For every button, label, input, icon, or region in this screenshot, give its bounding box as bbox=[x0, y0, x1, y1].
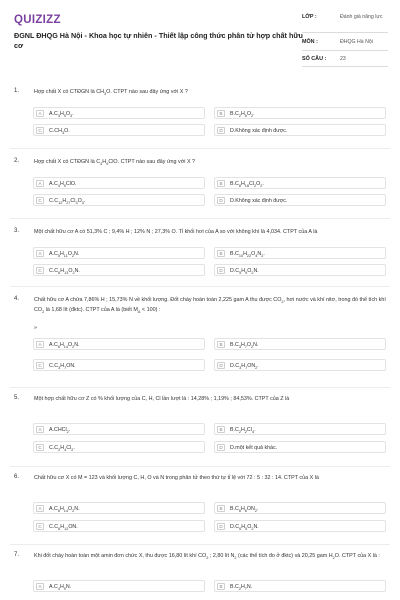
quizizz-logo: QUIZIZZ bbox=[14, 14, 61, 26]
option-text: $A.C_4H_9ClO$. bbox=[49, 180, 77, 188]
answer-option-c[interactable] bbox=[33, 359, 205, 371]
page-title: ĐGNL ĐHQG Hà Nội - Khoa học tự nhiên - Thiết lập công thức phân tử hợp chất hữu cơ bbox=[14, 31, 303, 50]
option-text: $C.C_{12}H_{27}Cl_3O_3$. bbox=[49, 197, 86, 205]
answer-option-a[interactable] bbox=[33, 247, 205, 259]
option-letter-box: B bbox=[217, 341, 225, 348]
question-text: Hợp chất X có CTĐGN là $C_4H_9ClO$. CTPT nào sau đây ứng với X ? bbox=[34, 159, 196, 167]
question-number: 7. bbox=[14, 552, 20, 558]
answer-option-b[interactable] bbox=[214, 247, 386, 259]
question-text: Một hợp chất hữu cơ Z có % khối lượng của C, H, Cl lần lượt là : 14,28% ; 1,19% ; 84,53%. CTPT của Z là bbox=[34, 396, 290, 402]
meta-count-row bbox=[302, 54, 388, 67]
option-letter-box: C bbox=[36, 197, 44, 204]
option-text: $A.C_6H_{14}O_2N$. bbox=[49, 341, 80, 349]
meta-class-row bbox=[302, 12, 388, 33]
question-number: 1. bbox=[14, 88, 20, 94]
worksheet-header bbox=[0, 0, 400, 78]
answer-option-d[interactable] bbox=[214, 124, 386, 136]
question-text: Hợp chất X có CTĐGN là $CH_3O$. CTPT nào sau đây ứng với X ? bbox=[34, 89, 188, 97]
answer-option-a[interactable] bbox=[33, 107, 205, 119]
answer-option-a[interactable] bbox=[33, 338, 205, 350]
question-divider bbox=[10, 286, 390, 287]
question-text: Chất hữu cơ A chứa 7,86% H ; 15,73% N về khối lượng. Đốt cháy hoàn toàn 2,225 gam A thu được $CO_2$, hơi nước và khí nitơ, trong đó thể tích khí $CO_2$ là 1,68 lít (đktc). CTPT của A là (biết $M_A < 100$) : » bbox=[34, 297, 386, 332]
option-text: A.CHCl$_2$. bbox=[49, 426, 71, 434]
option-letter-box: A bbox=[36, 180, 44, 187]
option-text: $A.C_6H_{14}O_2N$. bbox=[49, 505, 80, 513]
option-letter-box: A bbox=[36, 341, 44, 348]
option-letter-box: B bbox=[217, 583, 225, 590]
question-divider bbox=[10, 218, 390, 219]
meta-subject-row bbox=[302, 37, 388, 51]
meta-class-label: LỚP : bbox=[302, 14, 317, 20]
option-letter-box: A bbox=[36, 505, 44, 512]
option-text: $C.C_6H_{12}ON$. bbox=[49, 523, 78, 531]
question-text: Khi đốt cháy hoàn toàn một amin đơn chức X, thu được 16,80 lít khí $CO_2$ ; 2,80 lít $N_2$ (các thể tích đo ở đktc) và 20,25 gam $H_2O$. CTPT của X là : bbox=[34, 553, 380, 561]
option-text: $B.C_8H_{18}Cl_2O_2$. bbox=[230, 180, 264, 188]
option-text: $C.C_2H_4Cl_2$. bbox=[49, 444, 75, 452]
option-text: $B.C_2H_2Cl_4$. bbox=[230, 426, 256, 434]
answer-option-d[interactable] bbox=[214, 520, 386, 532]
option-text: $A.C_4H_9N$. bbox=[49, 583, 72, 591]
answer-option-b[interactable] bbox=[214, 177, 386, 189]
meta-count-label: SỐ CÂU : bbox=[302, 56, 327, 62]
answer-option-d[interactable] bbox=[214, 194, 386, 206]
option-letter-box: D bbox=[217, 127, 225, 134]
question-divider bbox=[10, 466, 390, 467]
option-text: $A.C_3H_9O_3$. bbox=[49, 110, 74, 118]
question-number: 2. bbox=[14, 158, 20, 164]
option-letter-box: C bbox=[36, 523, 44, 530]
option-text: $C.C_3H_7ON$. bbox=[49, 362, 76, 370]
option-text: $A.C_5H_{11}O_2N$. bbox=[49, 250, 80, 258]
option-letter-box: B bbox=[217, 110, 225, 117]
answer-option-a[interactable] bbox=[33, 580, 205, 592]
option-letter-box: C bbox=[36, 267, 44, 274]
option-text: $B.C_6H_6ON_2$. bbox=[230, 505, 259, 513]
answer-option-b[interactable] bbox=[214, 580, 386, 592]
option-letter-box: A bbox=[36, 250, 44, 257]
answer-option-b[interactable] bbox=[214, 338, 386, 350]
question-text: Chất hữu cơ X có M = 123 và khối lượng C, H, O và N trong phân tử theo thứ tự tỉ lệ với 72 : 5 : 32 : 14. CTPT của X là bbox=[34, 475, 319, 481]
option-text: $B.C_2H_6O_2$. bbox=[230, 110, 255, 118]
option-text: $D.C_5H_9O_2N$. bbox=[230, 267, 259, 275]
option-text: $C.C_6H_{13}O_2N$. bbox=[49, 267, 80, 275]
option-text: $D.C_6H_5O_2N$. bbox=[230, 523, 259, 531]
question-number: 4. bbox=[14, 296, 20, 302]
answer-option-c[interactable] bbox=[33, 441, 205, 453]
meta-subject-label: MÔN : bbox=[302, 39, 318, 45]
question-text: Một chất hữu cơ A có 51,3% C ; 9,4% H ; 12% N ; 27,3% O. Tỉ khối hơi của A so với không khí là 4,034. CTPT của A là bbox=[34, 229, 318, 235]
answer-option-c[interactable] bbox=[33, 520, 205, 532]
option-letter-box: B bbox=[217, 505, 225, 512]
option-letter-box: B bbox=[217, 426, 225, 433]
answer-option-b[interactable] bbox=[214, 502, 386, 514]
option-letter-box: A bbox=[36, 110, 44, 117]
option-text: $C.CH_3O$. bbox=[49, 127, 70, 135]
option-letter-box: D bbox=[217, 444, 225, 451]
option-letter-box: D bbox=[217, 523, 225, 530]
answer-option-d[interactable] bbox=[214, 441, 386, 453]
option-text: $B.C_3H_7O_2N$. bbox=[230, 341, 259, 349]
question-number: 6. bbox=[14, 474, 20, 480]
option-letter-box: A bbox=[36, 426, 44, 433]
meta-count-value: 23 bbox=[340, 56, 346, 62]
meta-subject-value: ĐHQG Hà Nội bbox=[340, 39, 373, 45]
question-divider bbox=[10, 387, 390, 388]
option-text: D.Không xác định được. bbox=[230, 197, 288, 204]
answer-option-b[interactable] bbox=[214, 107, 386, 119]
option-letter-box: D bbox=[217, 267, 225, 274]
question-divider bbox=[10, 544, 390, 545]
answer-option-c[interactable] bbox=[33, 124, 205, 136]
answer-option-d[interactable] bbox=[214, 264, 386, 276]
answer-option-a[interactable] bbox=[33, 177, 205, 189]
question-number: 3. bbox=[14, 228, 20, 234]
option-text: $D.C_3H_7ON_2$. bbox=[230, 362, 259, 370]
option-letter-box: D bbox=[217, 362, 225, 369]
option-text: $B.C_2H_7N$. bbox=[230, 583, 253, 591]
question-divider bbox=[10, 148, 390, 149]
option-letter-box: A bbox=[36, 583, 44, 590]
answer-option-a[interactable] bbox=[33, 423, 205, 435]
option-letter-box: B bbox=[217, 180, 225, 187]
option-letter-box: C bbox=[36, 362, 44, 369]
option-text: $B.C_{10}H_{22}O_4N_2$. bbox=[230, 250, 265, 258]
option-letter-box: C bbox=[36, 127, 44, 134]
meta-class-value: Đánh giá năng lực bbox=[340, 14, 383, 20]
answer-option-c[interactable] bbox=[33, 194, 205, 206]
option-text: D.Không xác định được. bbox=[230, 127, 288, 134]
option-letter-box: D bbox=[217, 197, 225, 204]
answer-option-a[interactable] bbox=[33, 502, 205, 514]
option-letter-box: B bbox=[217, 250, 225, 257]
option-text: D.một kết quả khác. bbox=[230, 444, 278, 451]
option-letter-box: C bbox=[36, 444, 44, 451]
question-number: 5. bbox=[14, 395, 20, 401]
answer-option-c[interactable] bbox=[33, 264, 205, 276]
answer-option-d[interactable] bbox=[214, 359, 386, 371]
answer-option-b[interactable] bbox=[214, 423, 386, 435]
